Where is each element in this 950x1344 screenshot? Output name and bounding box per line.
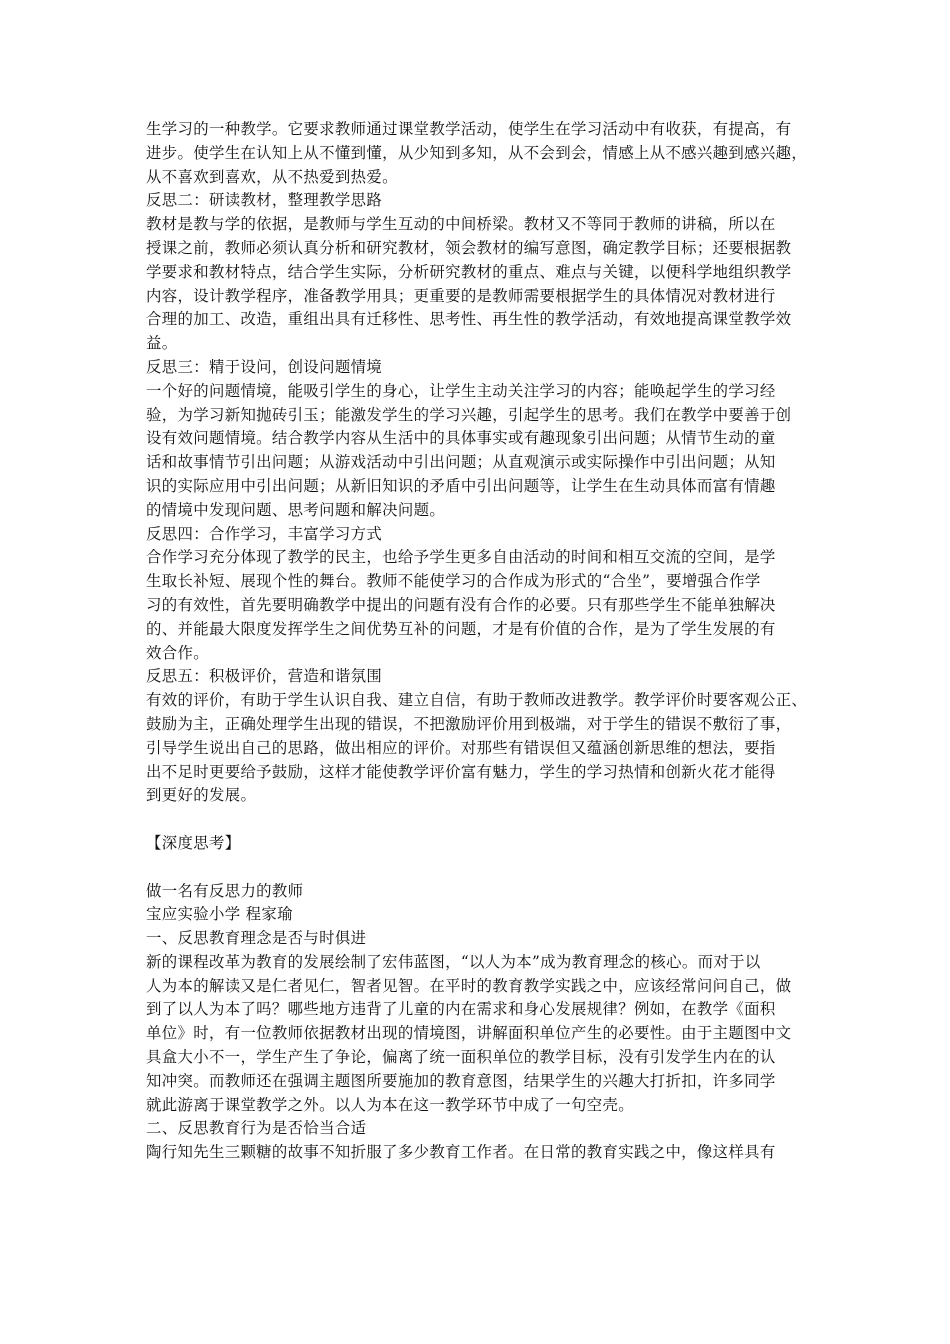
text-line: 到了以人为本了吗？哪些地方违背了儿童的内在需求和身心发展规律？例如，在教学《面积: [146, 1000, 776, 1019]
text-line: 一、反思教育理念是否与时俱进: [146, 929, 367, 948]
blank-line: [146, 808, 818, 832]
text-line: 有效的评价，有助于学生认识自我、建立自信，有助于教师改进教学。教学评价时要客观公正、: [146, 691, 808, 710]
text-line: 新的课程改革为教育的发展绘制了宏伟蓝图，“以人为本”成为教育理念的核心。而对于以: [146, 952, 761, 971]
text-line: 益。: [146, 334, 178, 353]
text-line: 教材是教与学的依据，是教师与学生互动的中间桥梁。教材又不等同于教师的讲稿，所以在: [146, 215, 776, 234]
text-line: 鼓励为主，正确处理学生出现的错误，不把激励评价用到极端，对于学生的错误不敷衍了事，: [146, 714, 792, 733]
text-line: 知冲突。而教师还在强调主题图所要施加的教育意图，结果学生的兴趣大打折扣，许多同学: [146, 1071, 776, 1090]
text-line: 习的有效性，首先要明确教学中提出的问题有没有合作的必要。只有那些学生不能单独解决: [146, 595, 776, 614]
text-line: 反思四：合作学习，丰富学习方式: [146, 524, 383, 543]
text-line: 识的实际应用中引出问题；从新旧知识的矛盾中引出问题等，让学生在生动具体而富有情趣: [146, 476, 776, 495]
deep-thinking-heading: 【深度思考】: [146, 833, 241, 852]
text-line: 合作学习充分体现了教学的民主，也给予学生更多自由活动的时间和相互交流的空间，是学: [146, 548, 776, 567]
text-line: 陶行知先生三颗糖的故事不知折服了多少教育工作者。在日常的教育实践之中，像这样具有: [146, 1143, 776, 1162]
text-line: 一个好的问题情境，能吸引学生的身心，让学生主动关注学习的内容；能唤起学生的学习经: [146, 381, 776, 400]
text-line: 效合作。: [146, 643, 209, 662]
text-line: 学要求和教材特点，结合学生实际，分析研究教材的重点、难点与关键，以便科学地组织教学: [146, 262, 792, 281]
text-line: 生学习的一种教学。它要求教师通过课堂教学活动，使学生在学习活动中有收获，有提高，有: [146, 120, 792, 138]
blank-line: [146, 856, 818, 880]
text-line: 单位》时，有一位教师依据教材出现的情境图，讲解面积单位产生的必要性。由于主题图中文: [146, 1024, 792, 1043]
text-line: 设有效问题情境。结合教学内容从生活中的具体事实或有趣现象引出问题；从情节生动的童: [146, 429, 776, 448]
text-line: 宝应实验小学 程家瑜: [146, 905, 293, 924]
text-line: 引导学生说出自己的思路，做出相应的评价。对那些有错误但又蕴涵创新思维的想法，要指: [146, 738, 776, 757]
text-line: 进步。使学生在认知上从不懂到懂，从少知到多知，从不会到会，情感上从不感兴趣到感兴趣，: [146, 143, 808, 162]
text-line: 从不喜欢到喜欢，从不热爱到热爱。: [146, 167, 398, 186]
text-line: 二、反思教育行为是否恰当合适: [146, 1119, 367, 1138]
text-line: 的情境中发现问题、思考问题和解决问题。: [146, 500, 446, 519]
text-line: 具盒大小不一，学生产生了争论，偏离了统一面积单位的教学目标，没有引发学生内在的认: [146, 1048, 776, 1067]
text-line: 生取长补短、展现个性的舞台。教师不能使学习的合作成为形式的“合坐”，要增强合作学: [146, 572, 761, 591]
text-line: 人为本的解读又是仁者见仁，智者见智。在平时的教育教学实践之中，应该经常问问自己，做: [146, 976, 792, 995]
text-line: 反思五：积极评价，营造和谐氛围: [146, 667, 383, 686]
document-page: [146, 118, 818, 1165]
text-line: 话和故事情节引出问题；从游戏活动中引出问题；从直观演示或实际操作中引出问题；从知: [146, 453, 776, 472]
text-line: 做一名有反思力的教师: [146, 881, 304, 900]
text-line: 授课之前，教师必须认真分析和研究教材，领会教材的编写意图，确定教学目标；还要根据教: [146, 238, 792, 257]
text-line: 的、并能最大限度发挥学生之间优势互补的问题，才是有价值的合作，是为了学生发展的有: [146, 619, 776, 638]
section-article: [146, 880, 818, 1166]
text-line: 到更好的发展。: [146, 786, 257, 805]
text-line: 出不足时更要给予鼓励，这样才能使教学评价富有魅力，学生的学习热情和创新火花才能得: [146, 762, 776, 781]
text-line: 合理的加工、改造，重组出具有迁移性、思考性、再生性的教学活动，有效地提高课堂教学效: [146, 310, 792, 329]
text-line: 就此游离于课堂教学之外。以人为本在这一教学环节中成了一句空壳。: [146, 1095, 634, 1114]
text-line: 反思三：精于设问，创设问题情境: [146, 357, 383, 376]
text-line: 验，为学习新知抛砖引玉；能激发学生的学习兴趣，引起学生的思考。我们在教学中要善于创: [146, 405, 792, 424]
text-line: 反思二：研读教材，整理教学思路: [146, 191, 383, 210]
section-reflections: [146, 118, 818, 808]
text-line: 内容，设计教学程序，准备教学用具；更重要的是教师需要根据学生的具体情况对教材进行: [146, 286, 776, 305]
